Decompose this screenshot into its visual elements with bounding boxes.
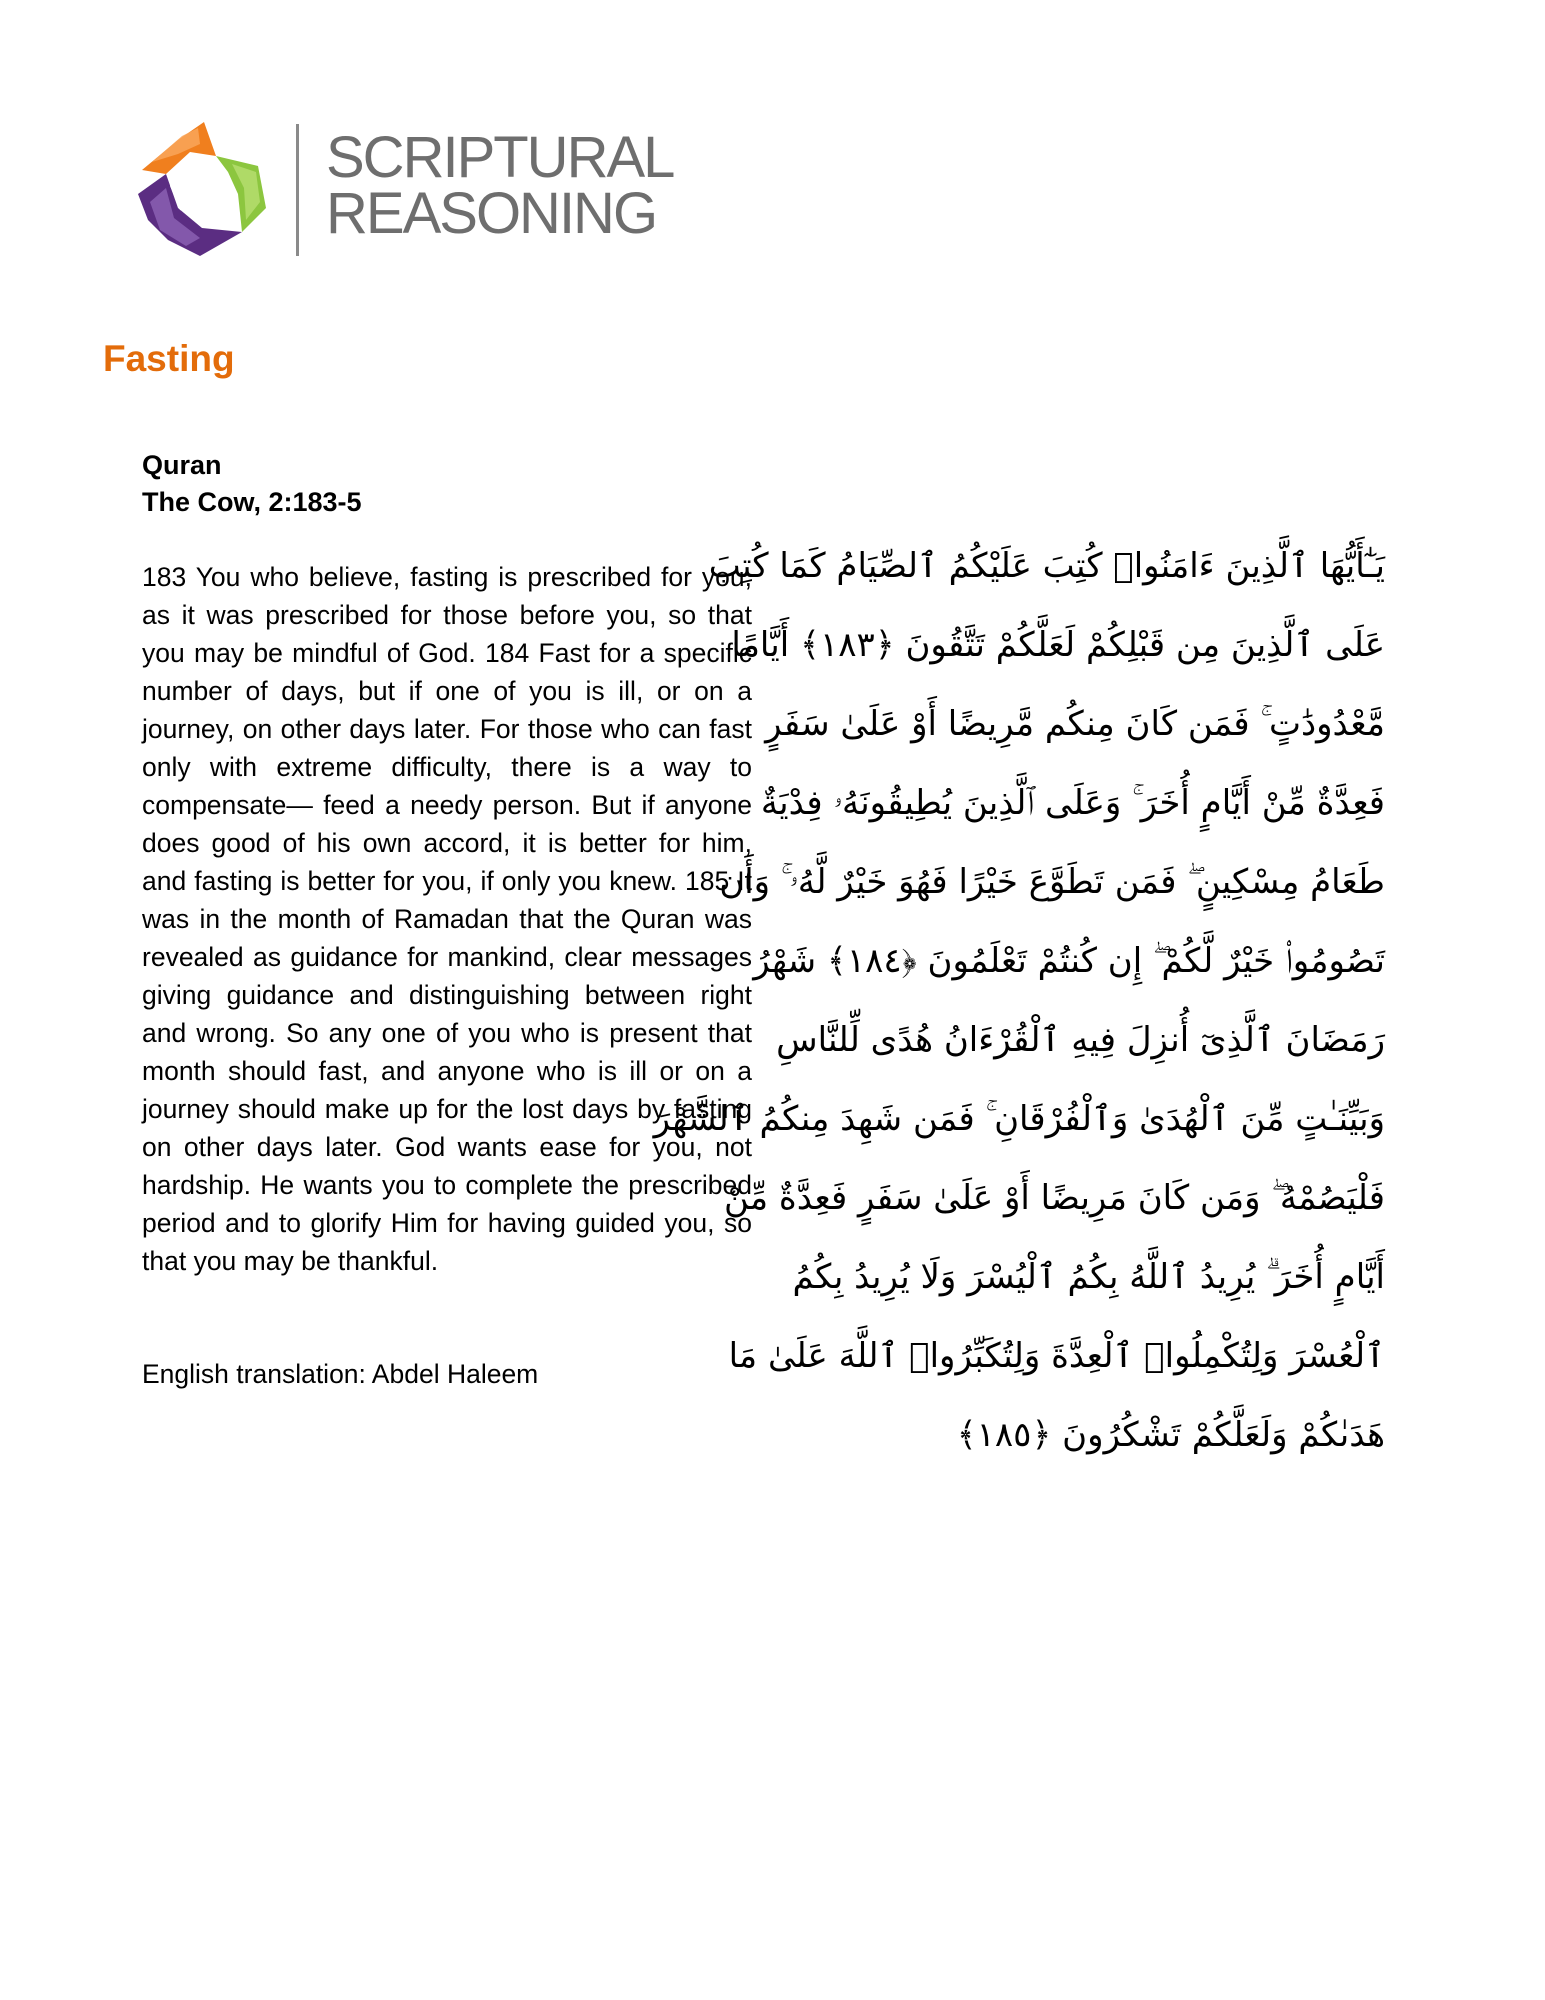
logo-divider <box>296 124 299 256</box>
star-logo-icon <box>138 122 266 256</box>
scriptural-reasoning-logo <box>138 122 674 262</box>
translation-credit: English translation: Abdel Haleem <box>142 1359 539 1389</box>
logo-wordmark <box>326 125 674 246</box>
source-reference: The Cow, 2:183-5 <box>142 487 362 517</box>
arabic-line: هَدَىٰكُمْ وَلَعَلَّكُمْ تَشْكُرُونَ ﴿١٨٥﴾ <box>956 1415 1385 1455</box>
arabic-line: فَعِدَّةٌ مِّنْ أَيَّامٍ أُخَرَ ۚ وَعَلَى ٱلَّذِينَ يُطِيقُونَهُۥ فِدْيَةٌ <box>760 783 1385 823</box>
arabic-line: تَصُومُوا۟ خَيْرٌ لَّكُمْ ۖ إِن كُنتُمْ تَعْلَمُونَ ﴿١٨٤﴾ شَهْرُ <box>753 941 1385 981</box>
arabic-line: وَبَيِّنَـٰتٍ مِّنَ ٱلْهُدَىٰ وَٱلْفُرْقَانِ ۚ فَمَن شَهِدَ مِنكُمُ ٱلشَّهْرَ <box>653 1099 1385 1139</box>
arabic-line: مَّعْدُودَٰتٍ ۚ فَمَن كَانَ مِنكُم مَّرِيضًا أَوْ عَلَىٰ سَفَرٍ <box>765 704 1385 744</box>
arabic-line: طَعَامُ مِسْكِينٍ ۖ فَمَن تَطَوَّعَ خَيْرًا فَهُوَ خَيْرٌ لَّهُۥ ۚ وَأَن <box>719 862 1385 902</box>
arabic-line: أَيَّامٍ أُخَرَ ۗ يُرِيدُ ٱللَّهُ بِكُمُ ٱلْيُسْرَ وَلَا يُرِيدُ بِكُمُ <box>792 1257 1385 1297</box>
page-title: Fasting <box>103 338 235 379</box>
english-translation-text: 183 You who believe, fasting is prescribed for you, as it was prescribed for those before you, so that you may be mindful of God. 184 Fast for a specific number of days, but if one of you is ill, or on a journey, on other days later. For those who can fast only with extreme difficulty, there is a way to compensate— feed a needy person. But if anyone does good of his own accord, it is better for him, and fasting is better for you, if only you knew. 185 It was in the month of Ramadan that the Quran was revealed as guidance for mankind, clear messages giving guidance and distinguishing between right and wrong. So any one of you who is present that month should fast, and anyone who is ill or on a journey should make up for the lost days by fasting on other days later. God wants ease for you, not hardship. He wants you to complete the prescribed period and to glorify Him for having guided you, so that you may be thankful. <box>142 562 752 1276</box>
arabic-line: عَلَى ٱلَّذِينَ مِن قَبْلِكُمْ لَعَلَّكُمْ تَتَّقُونَ ﴿١٨٣﴾ أَيَّامًا <box>731 625 1385 665</box>
arabic-text <box>653 527 1385 1475</box>
arabic-line: فَلْيَصُمْهُ ۖ وَمَن كَانَ مَرِيضًا أَوْ عَلَىٰ سَفَرٍ فَعِدَّةٌ مِّنْ <box>723 1178 1385 1218</box>
arabic-line: رَمَضَانَ ٱلَّذِىٓ أُنزِلَ فِيهِ ٱلْقُرْءَانُ هُدًى لِّلنَّاسِ <box>776 1020 1385 1060</box>
source-label: Quran <box>142 450 222 480</box>
logo-line-2: REASONING <box>326 181 657 246</box>
logo-line-1: SCRIPTURAL <box>326 125 674 190</box>
arabic-line: ٱلْعُسْرَ وَلِتُكْمِلُوا۟ ٱلْعِدَّةَ وَلِتُكَبِّرُوا۟ ٱللَّهَ عَلَىٰ مَا <box>728 1336 1385 1376</box>
arabic-line: يَـٰٓأَيُّهَا ٱلَّذِينَ ءَامَنُوا۟ كُتِبَ عَلَيْكُمُ ٱلصِّيَامُ كَمَا كُتِبَ <box>708 546 1385 586</box>
